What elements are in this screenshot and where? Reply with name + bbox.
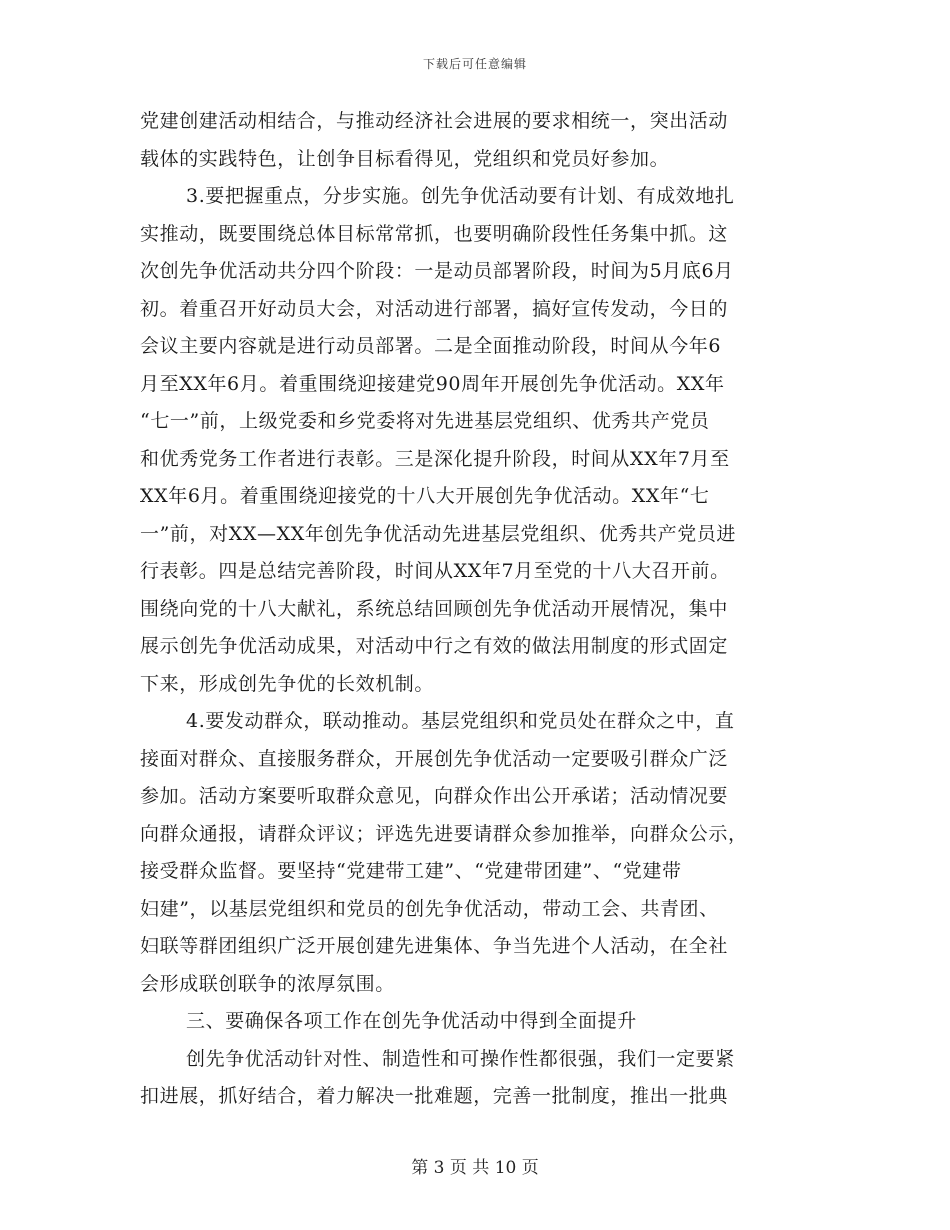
text-line: 下来，形成创先争优的长效机制。 bbox=[140, 672, 435, 695]
text-line: 次创先争优活动共分四个阶段：一是动员部署阶段，时间为5月底6月 bbox=[140, 260, 734, 282]
text-line: 月至XX年6月。着重围绕迎接建党90周年开展创先争优活动。XX年 bbox=[140, 372, 725, 395]
text-line: 妇建”，以基层党组织和党员的创先争优活动，带动工会、共青团、 bbox=[140, 897, 719, 920]
text-line: 妇联等群团组织广泛开展创建先进集体、争当先进个人活动，在全社 bbox=[140, 935, 729, 957]
text-line: 展示创先争优活动成果，对活动中行之有效的做法用制度的形式固定 bbox=[140, 635, 729, 657]
text-line: 行表彰。四是总结完善阶段，时间从XX年7月至党的十八大召开前。 bbox=[140, 560, 730, 582]
text-line: 向群众通报，请群众评议；评选先进要请群众参加推举，向群众公示， bbox=[140, 822, 748, 845]
text-line: 扣进展，抓好结合，着力解决一批难题，完善一批制度，推出一批典 bbox=[140, 1085, 729, 1107]
text-line: 三、要确保各项工作在创先争优活动中得到全面提升 bbox=[186, 1010, 637, 1032]
text-line: 载体的实践特色，让创争目标看得见，党组织和党员好参加。 bbox=[140, 147, 670, 170]
text-line: 初。着重召开好动员大会，对活动进行部署，搞好宣传发动，今日的 bbox=[140, 297, 729, 320]
text-line: 围绕向党的十八大献礼，系统总结回顾创先争优活动开展情况，集中 bbox=[140, 597, 729, 620]
page-header: 下载后可任意编辑 bbox=[422, 57, 527, 71]
text-line: 党建创建活动相结合，与推动经济社会进展的要求相统一，突出活动 bbox=[140, 110, 729, 132]
text-line: 接受群众监督。要坚持“党建带工建”、“党建带团建”、“党建带 bbox=[140, 860, 682, 882]
text-line: 4.要发动群众，联动推动。基层党组织和党员处在群众之中，直 bbox=[186, 710, 735, 732]
text-line: 3.要把握重点，分步实施。创先争优活动要有计划、有成效地扎 bbox=[186, 185, 735, 207]
page-footer: 第 3 页 共 10 页 bbox=[411, 1158, 539, 1178]
text-line: 参加。活动方案要听取群众意见，向群众作出公开承诺；活动情况要 bbox=[140, 785, 729, 807]
document-body bbox=[140, 103, 812, 1116]
text-line: 一”前，对XX—XX年创先争优活动先进基层党组织、优秀共产党员进 bbox=[140, 522, 737, 545]
text-line: 和优秀党务工作者进行表彰。三是深化提升阶段，时间从XX年7月至 bbox=[140, 447, 730, 470]
text-line: 接面对群众、直接服务群众，开展创先争优活动一定要吸引群众广泛 bbox=[140, 747, 729, 770]
text-line: 会议主要内容就是进行动员部署。二是全面推动阶段，时间从今年6 bbox=[140, 335, 722, 357]
text-line: 实推动，既要围绕总体目标常常抓，也要明确阶段性任务集中抓。这 bbox=[140, 222, 729, 245]
text-line: XX年6月。着重围绕迎接党的十八大开展创先争优活动。XX年“七 bbox=[140, 485, 710, 507]
text-line: “七一”前，上级党委和乡党委将对先进基层党组织、优秀共产党员 bbox=[140, 410, 710, 432]
text-line: 创先争优活动针对性、制造性和可操作性都很强，我们一定要紧 bbox=[186, 1047, 735, 1070]
text-line: 会形成联创联争的浓厚氛围。 bbox=[140, 972, 395, 995]
